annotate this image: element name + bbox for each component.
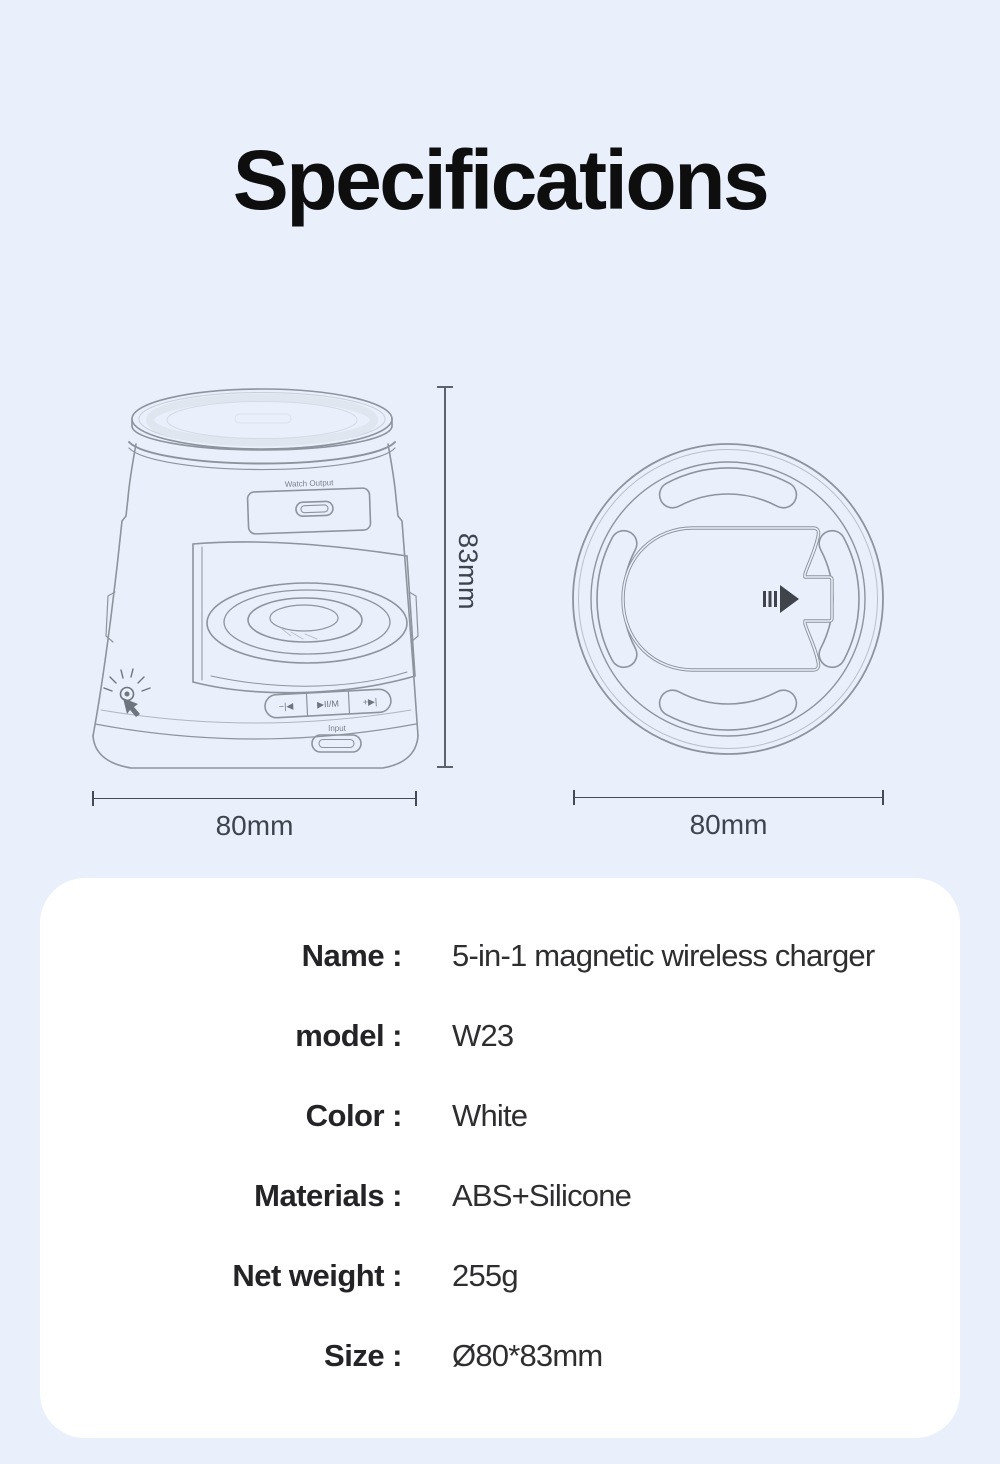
front-view-diagram (85, 380, 445, 780)
spec-row-color (40, 1076, 960, 1156)
spec-label: Color : (305, 1098, 402, 1133)
insert-direction-arrow-icon (763, 585, 799, 613)
charging-pad (132, 389, 392, 450)
spec-value: ABS+Silicone (452, 1178, 632, 1213)
spec-row-materials (40, 1156, 960, 1236)
spec-row-name (40, 916, 960, 996)
spec-label: model : (295, 1018, 402, 1053)
spec-value: W23 (452, 1018, 514, 1053)
watch-output-label: Watch Output (284, 478, 334, 489)
input-port (312, 724, 361, 752)
bottom-view-diagram (563, 434, 893, 764)
bottom-view-drawing (563, 434, 893, 764)
play-pause-mode-button-icon: ▶II/M (316, 698, 340, 710)
brand-logo-mark (235, 414, 291, 423)
rubber-foot-slots (597, 468, 859, 730)
bottom-width-dimension-line (573, 790, 884, 840)
spec-label: Net weight : (232, 1258, 402, 1293)
prev-track-button-icon: −|◀ (278, 700, 294, 712)
spec-value: 5-in-1 magnetic wireless charger (452, 938, 875, 973)
height-dimension-line (437, 386, 453, 768)
spec-row-model (40, 996, 960, 1076)
bottom-width-dimension-label: 80mm (689, 809, 768, 840)
front-width-dimension-label: 80mm (215, 810, 294, 841)
body-right-edge (388, 444, 418, 736)
watch-charger-cavity (193, 542, 415, 693)
spec-card (40, 878, 960, 1438)
spec-label: Materials : (254, 1178, 402, 1213)
spec-rows (40, 878, 960, 1396)
body-left-edge (93, 444, 136, 736)
front-width-dimension-line (92, 791, 417, 841)
spec-row-size (40, 1316, 960, 1396)
spec-row-net-weight (40, 1236, 960, 1316)
input-label: Input (328, 724, 346, 733)
next-track-button-icon: +▶| (362, 696, 378, 708)
height-dimension-label: 83mm (453, 533, 483, 611)
page-title: Specifications (232, 133, 768, 227)
usb-c-port-icon (319, 740, 354, 748)
watch-output-panel (247, 477, 371, 534)
usb-c-port-icon (296, 501, 333, 516)
spec-value: 255g (452, 1258, 518, 1293)
spec-value: Ø80*83mm (452, 1338, 603, 1373)
spec-value: White (452, 1098, 528, 1133)
bottom-cover-plate (623, 528, 832, 670)
spec-label: Size : (324, 1338, 402, 1373)
spec-label: Name : (301, 938, 402, 973)
front-view-drawing (85, 380, 445, 780)
tap-touch-icon (104, 669, 150, 717)
